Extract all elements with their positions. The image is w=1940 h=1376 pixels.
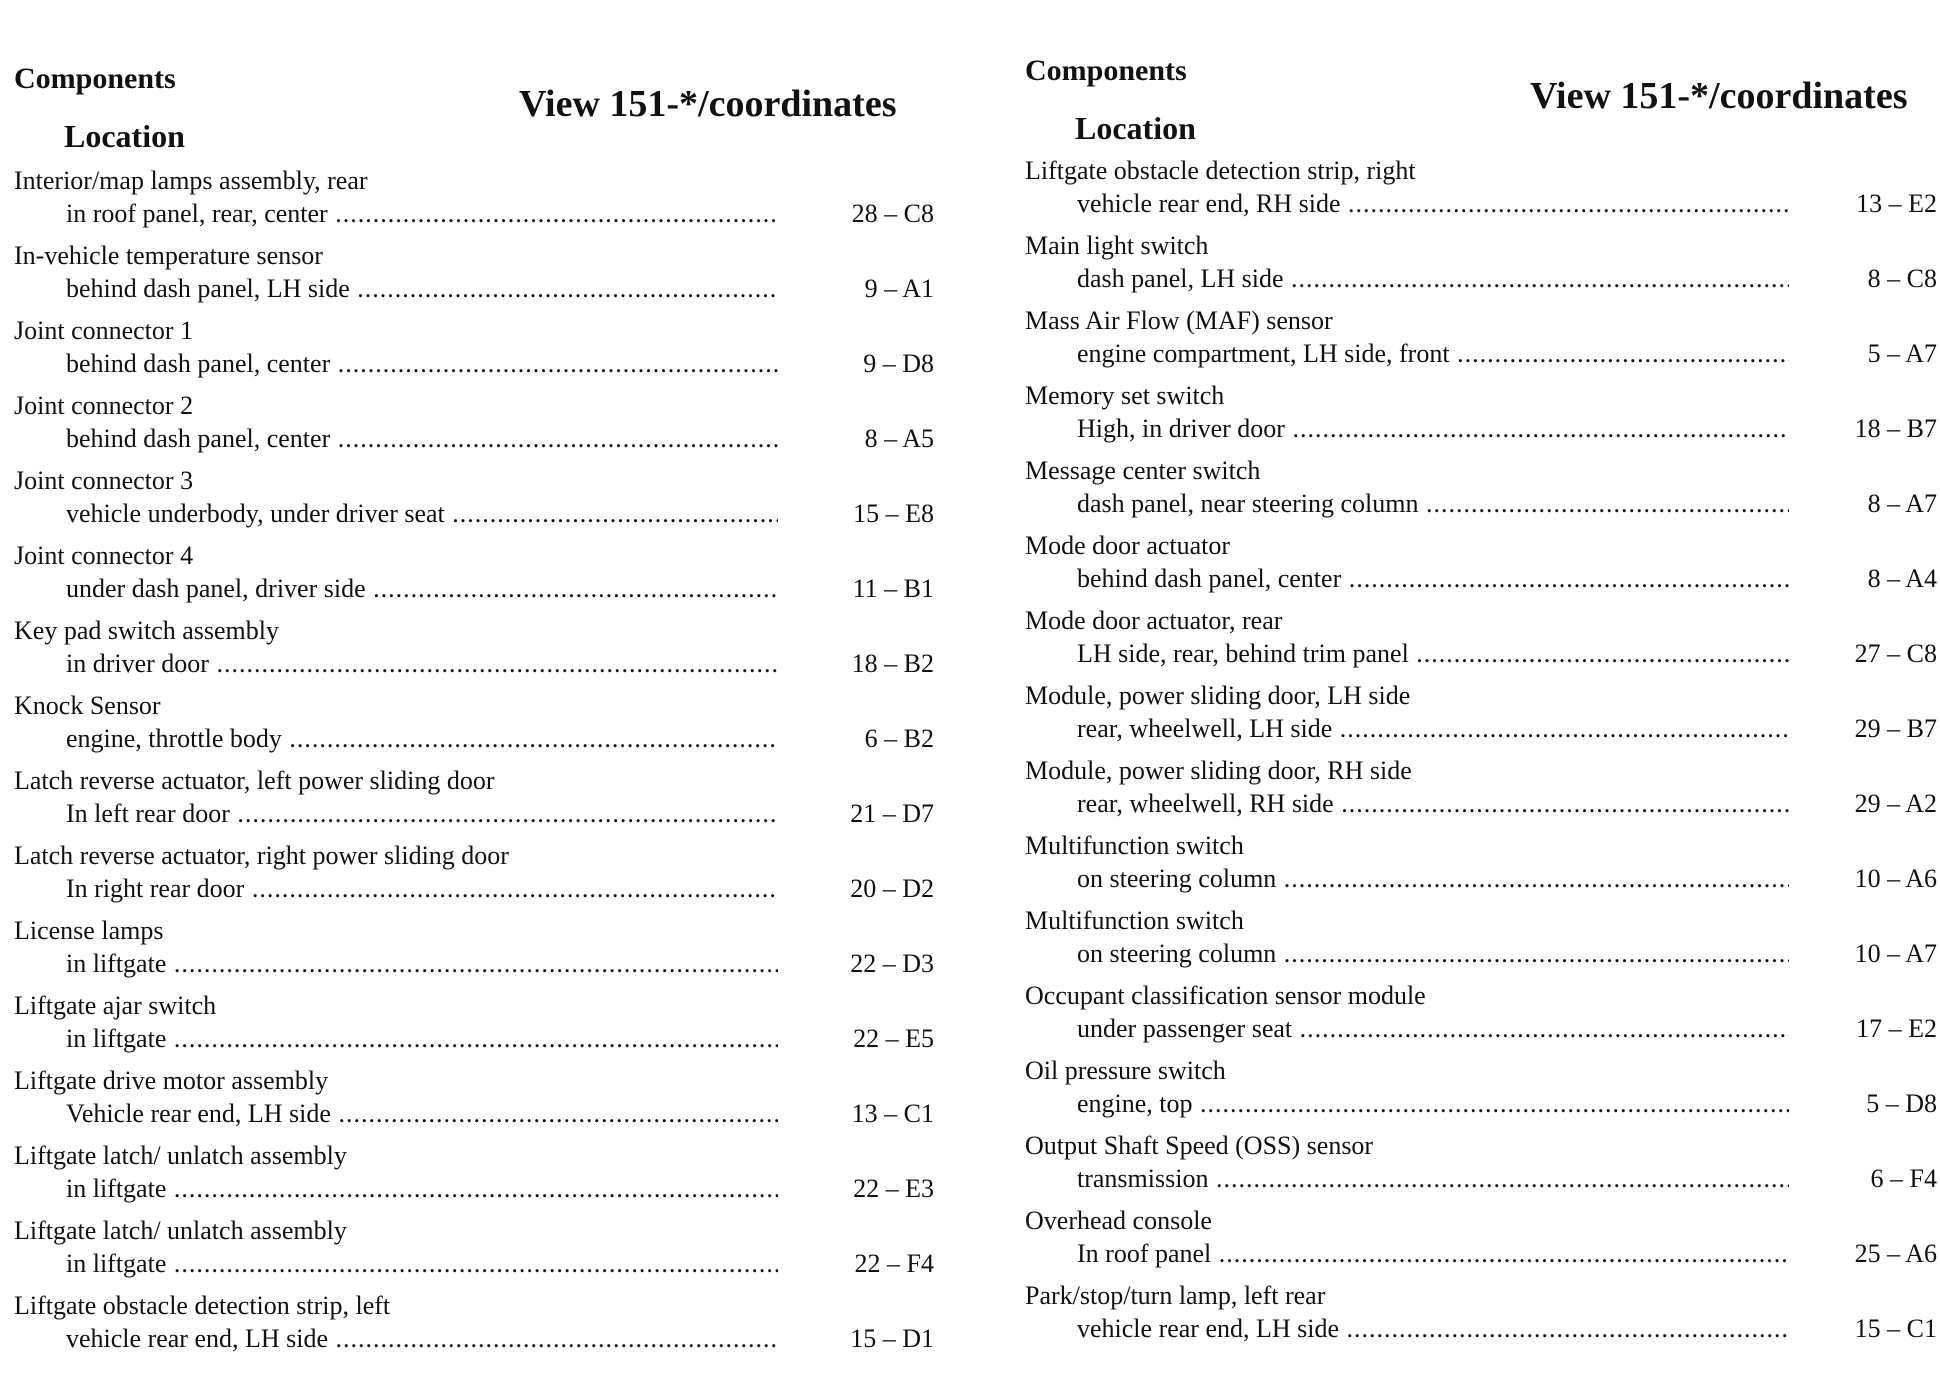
component-name: Memory set switch: [1025, 381, 1225, 410]
component-name: Module, power sliding door, RH side: [1025, 756, 1412, 785]
component-name: Overhead console: [1025, 1206, 1212, 1235]
component-coordinates: 25 – A6: [1854, 1239, 1937, 1268]
component-coordinates: 22 – D3: [850, 949, 934, 978]
component-coordinates: 20 – D2: [850, 874, 934, 903]
component-entry: [1025, 679, 1937, 754]
component-name: Liftgate drive motor assembly: [14, 1066, 329, 1095]
component-coordinates: 22 – F4: [854, 1249, 934, 1278]
component-name: Message center switch: [1025, 456, 1261, 485]
component-entry: [1025, 979, 1937, 1054]
location-heading: Location: [1075, 110, 1196, 146]
component-location: in roof panel, rear, center .....: [66, 197, 778, 230]
component-name: Mode door actuator: [1025, 531, 1231, 560]
component-location: In left rear door .....: [66, 797, 778, 830]
component-coordinates: 6 – B2: [864, 724, 934, 753]
component-location: in liftgate .....: [66, 1247, 778, 1280]
component-location: engine compartment, LH side, front .....: [1077, 337, 1789, 370]
component-coordinates: 28 – C8: [851, 199, 934, 228]
component-entry: [1025, 379, 1937, 454]
component-entry: [14, 689, 934, 764]
components-heading: Components: [14, 62, 176, 95]
component-name: Liftgate obstacle detection strip, left: [14, 1291, 391, 1320]
component-entry: [1025, 604, 1937, 679]
component-coordinates: 8 – A7: [1867, 489, 1937, 518]
component-name: Joint connector 4: [14, 541, 194, 570]
component-entry: [14, 1214, 934, 1289]
component-location: engine, top .....: [1077, 1087, 1789, 1120]
component-location: in liftgate .....: [66, 1022, 778, 1055]
view-coordinates-heading: View 151-*/coordinates: [519, 83, 897, 125]
component-entry: [1025, 229, 1937, 304]
component-entry: [1025, 1129, 1937, 1204]
component-entry: [14, 314, 934, 389]
component-location: under dash panel, driver side .....: [66, 572, 778, 605]
component-location: In right rear door .....: [66, 872, 778, 905]
component-location: under passenger seat .....: [1077, 1012, 1789, 1045]
component-coordinates: 22 – E3: [853, 1174, 934, 1203]
component-coordinates: 9 – A1: [864, 274, 934, 303]
component-coordinates: 15 – D1: [850, 1324, 934, 1353]
component-name: Park/stop/turn lamp, left rear: [1025, 1281, 1326, 1310]
component-name: Multifunction switch: [1025, 831, 1244, 860]
component-location: LH side, rear, behind trim panel .....: [1077, 637, 1789, 670]
component-entry: [14, 839, 934, 914]
component-location: behind dash panel, center .....: [66, 347, 778, 380]
component-name: Interior/map lamps assembly, rear: [14, 166, 368, 195]
component-entry: [14, 1064, 934, 1139]
component-coordinates: 8 – C8: [1867, 264, 1937, 293]
component-location: in liftgate .....: [66, 947, 778, 980]
component-name: Module, power sliding door, LH side: [1025, 681, 1411, 710]
component-location: dash panel, near steering column .....: [1077, 487, 1789, 520]
component-entry: [14, 614, 934, 689]
view-coordinates-heading: View 151-*/coordinates: [1530, 75, 1908, 117]
component-name: Liftgate latch/ unlatch assembly: [14, 1216, 347, 1245]
component-name: Liftgate latch/ unlatch assembly: [14, 1141, 347, 1170]
component-name: Key pad switch assembly: [14, 616, 280, 645]
component-entry: [14, 239, 934, 314]
component-coordinates: 29 – B7: [1854, 714, 1937, 743]
component-name: Mass Air Flow (MAF) sensor: [1025, 306, 1333, 335]
component-entry: [1025, 304, 1937, 379]
component-entry: [14, 539, 934, 614]
component-name: Output Shaft Speed (OSS) sensor: [1025, 1131, 1374, 1160]
component-name: Latch reverse actuator, left power sliding door: [14, 766, 495, 795]
component-entry: [1025, 529, 1937, 604]
component-entry: [14, 764, 934, 839]
component-name: Occupant classification sensor module: [1025, 981, 1426, 1010]
component-entry: [1025, 904, 1937, 979]
component-name: Liftgate obstacle detection strip, right: [1025, 156, 1416, 185]
component-location: in liftgate .....: [66, 1172, 778, 1205]
component-coordinates: 17 – E2: [1856, 1014, 1937, 1043]
component-coordinates: 8 – A4: [1867, 564, 1937, 593]
location-heading: Location: [64, 118, 185, 154]
component-location: High, in driver door .....: [1077, 412, 1789, 445]
component-entry: [14, 164, 934, 239]
component-entry: [1025, 1054, 1937, 1129]
component-location: behind dash panel, center .....: [1077, 562, 1789, 595]
component-name: Mode door actuator, rear: [1025, 606, 1283, 635]
component-name: License lamps: [14, 916, 164, 945]
component-entry: [14, 989, 934, 1064]
component-name: Oil pressure switch: [1025, 1056, 1226, 1085]
component-list: [14, 164, 934, 1364]
component-coordinates: 18 – B2: [851, 649, 934, 678]
component-coordinates: 15 – C1: [1854, 1314, 1937, 1343]
component-coordinates: 21 – D7: [850, 799, 934, 828]
component-location: on steering column .....: [1077, 937, 1789, 970]
component-entry: [14, 1139, 934, 1214]
component-coordinates: 10 – A6: [1854, 864, 1937, 893]
component-location: vehicle underbody, under driver seat .....: [66, 497, 778, 530]
component-name: Multifunction switch: [1025, 906, 1244, 935]
component-coordinates: 29 – A2: [1854, 789, 1937, 818]
component-location: in driver door .....: [66, 647, 778, 680]
component-entry: [14, 464, 934, 539]
component-list: [1025, 154, 1937, 1354]
component-coordinates: 11 – B1: [852, 574, 934, 603]
component-coordinates: 5 – D8: [1866, 1089, 1937, 1118]
component-location: vehicle rear end, LH side .....: [1077, 1312, 1789, 1345]
component-name: Joint connector 2: [14, 391, 194, 420]
component-location: on steering column .....: [1077, 862, 1789, 895]
component-name: Liftgate ajar switch: [14, 991, 217, 1020]
component-location: dash panel, LH side .....: [1077, 262, 1789, 295]
component-location: rear, wheelwell, LH side .....: [1077, 712, 1789, 745]
component-entry: [14, 914, 934, 989]
component-coordinates: 22 – E5: [853, 1024, 934, 1053]
component-entry: [1025, 1204, 1937, 1279]
component-coordinates: 9 – D8: [863, 349, 934, 378]
component-entry: [1025, 154, 1937, 229]
component-entry: [1025, 754, 1937, 829]
component-name: Latch reverse actuator, right power sliding door: [14, 841, 509, 870]
component-location: rear, wheelwell, RH side .....: [1077, 787, 1789, 820]
component-location: behind dash panel, LH side .....: [66, 272, 778, 305]
component-coordinates: 18 – B7: [1854, 414, 1937, 443]
component-coordinates: 6 – F4: [1870, 1164, 1937, 1193]
component-entry: [1025, 829, 1937, 904]
component-coordinates: 15 – E8: [853, 499, 934, 528]
component-location: engine, throttle body .....: [66, 722, 778, 755]
component-location: vehicle rear end, RH side .....: [1077, 187, 1789, 220]
component-location: behind dash panel, center .....: [66, 422, 778, 455]
component-location: transmission .....: [1077, 1162, 1789, 1195]
component-name: In-vehicle temperature sensor: [14, 241, 323, 270]
component-location: vehicle rear end, LH side .....: [66, 1322, 778, 1355]
component-location: Vehicle rear end, LH side .....: [66, 1097, 778, 1130]
component-coordinates: 27 – C8: [1854, 639, 1937, 668]
component-entry: [14, 389, 934, 464]
component-coordinates: 10 – A7: [1854, 939, 1937, 968]
components-heading: Components: [1025, 54, 1187, 87]
component-coordinates: 8 – A5: [864, 424, 934, 453]
component-location: In roof panel .....: [1077, 1237, 1789, 1270]
component-name: Main light switch: [1025, 231, 1209, 260]
component-entry: [1025, 1279, 1937, 1354]
component-name: Joint connector 3: [14, 466, 194, 495]
component-coordinates: 13 – E2: [1856, 189, 1937, 218]
component-name: Knock Sensor: [14, 691, 161, 720]
component-coordinates: 5 – A7: [1867, 339, 1937, 368]
component-name: Joint connector 1: [14, 316, 194, 345]
component-entry: [1025, 454, 1937, 529]
component-coordinates: 13 – C1: [851, 1099, 934, 1128]
component-entry: [14, 1289, 934, 1364]
